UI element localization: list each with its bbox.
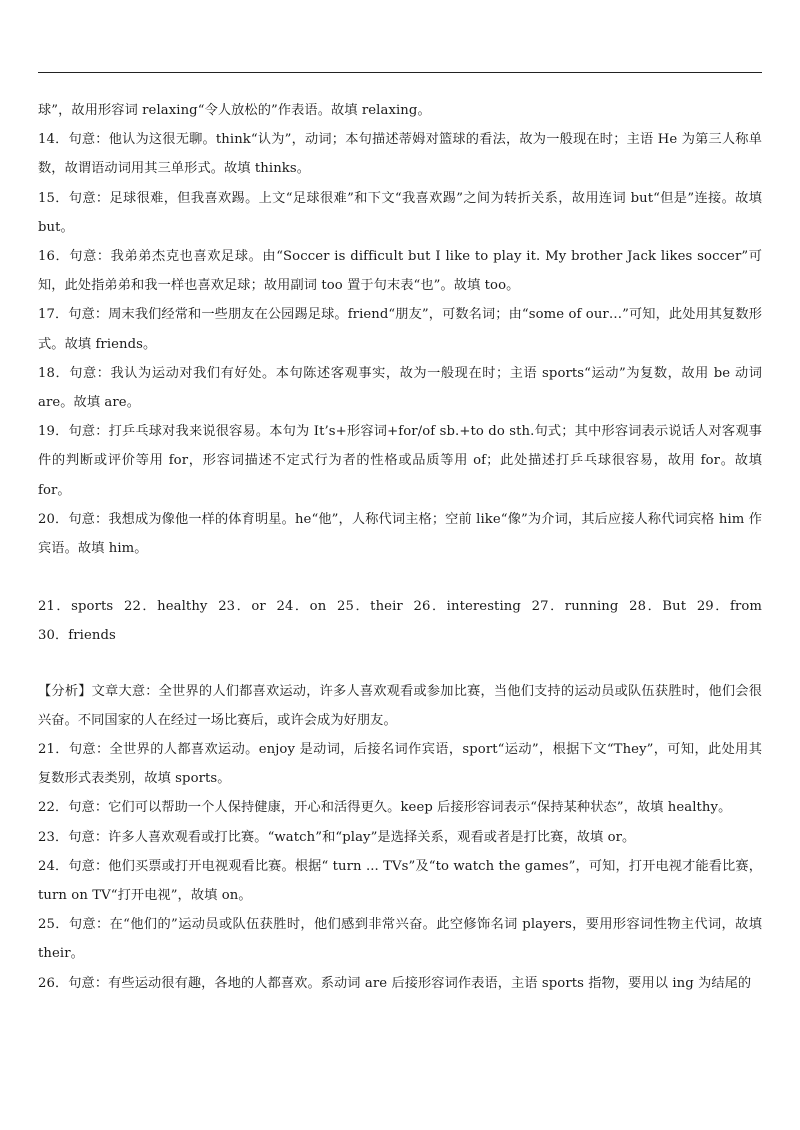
explanation-14: 14．句意：他认为这很无聊。think“认为”，动词；本句描述蒂姆对篮球的看法，故为一般现在时；主语 He 为第三人称单数，故谓语动词用其三单形式。故填 thinks。 bbox=[38, 132, 762, 177]
explanation-17: 17．句意：周末我们经常和一些朋友在公园踢足球。friend“朋友”，可数名词；由“some of our…”可知，此处用其复数形式。故填 friends。 bbox=[38, 307, 762, 352]
answer-key-21-30: 21．sports 22．healthy 23．or 24．on 25．their 26．interesting 27．running 28．But 29．from 30．friends bbox=[38, 599, 762, 644]
spacer bbox=[38, 563, 762, 592]
explanation-16: 16．句意：我弟弟杰克也喜欢足球。由“Soccer is difficult but I like to play it. My brother Jack likes soccer”可知，此处指弟弟和我一样也喜欢足球；故用副词 too 置于句末表“也”。故填 too。 bbox=[38, 249, 762, 294]
explanation-20: 20．句意：我想成为像他一样的体育明星。he“他”，人称代词主格；空前 like“像”为介词，其后应接人称代词宾格 him 作宾语。故填 him。 bbox=[38, 511, 762, 557]
explanation-24: 24．句意：他们买票或打开电视观看比赛。根据“ turn ... TVs”及“to watch the games”，可知，打开电视才能看比赛，turn on TV“打开电视”，故填 on。 bbox=[38, 858, 762, 904]
explanation-22: 22．句意：它们可以帮助一个人保持健康，开心和活得更久。keep 后接形容词表示“保持某种状态”，故填 healthy。 bbox=[38, 800, 732, 816]
explanation-23: 23．句意：许多人喜欢观看或打比赛。“watch”和“play”是选择关系，观看或者是打比赛，故填 or。 bbox=[38, 829, 636, 845]
analysis-summary: 【分析】文章大意：全世界的人们都喜欢运动，许多人喜欢观看或参加比赛，当他们支持的运动员或队伍获胜时，他们会很兴奋。不同国家的人在经过一场比赛后，或许会成为好朋友。 bbox=[38, 683, 762, 728]
explanation-19: 19．句意：打乒乓球对我来说很容易。本句为 It’s+形容词+for/of sb.+to do sth.句式；其中形容词表示说话人对客观事件的判断或评价等用 for，形容词描述不定式行为者的性格或品质等用 of；此处描述打乒乓球很容易，故用 for。故填 for。 bbox=[38, 424, 762, 498]
explanation-25: 25．句意：在“他们的”运动员或队伍获胜时，他们感到非常兴奋。此空修饰名词 players，要用形容词性物主代词，故填 their。 bbox=[38, 917, 762, 962]
document-body bbox=[38, 96, 762, 998]
explanation-26: 26．句意：有些运动很有趣，各地的人都喜欢。系动词 are 后接形容词作表语，主语 sports 指物，要用以 ing 为结尾的 bbox=[38, 975, 752, 991]
header-divider bbox=[38, 72, 762, 73]
explanation-15: 15．句意：足球很难，但我喜欢踢。上文“足球很难”和下文“我喜欢踢”之间为转折关系，故用连词 but“但是”连接。故填 but。 bbox=[38, 190, 762, 235]
explanation-21: 21．句意：全世界的人都喜欢运动。enjoy 是动词，后接名词作宾语，sport“运动”，根据下文“They”，可知，此处用其复数形式表类别，故填 sports。 bbox=[38, 742, 762, 787]
explanation-13-tail: 球”，故用形容词 relaxing“令人放松的”作表语。故填 relaxing。 bbox=[38, 103, 431, 118]
explanation-18: 18．句意：我认为运动对我们有好处。本句陈述客观事实，故为一般现在时；主语 sports“运动”为复数，故用 be 动词 are。故填 are。 bbox=[38, 365, 762, 411]
spacer bbox=[38, 651, 762, 677]
